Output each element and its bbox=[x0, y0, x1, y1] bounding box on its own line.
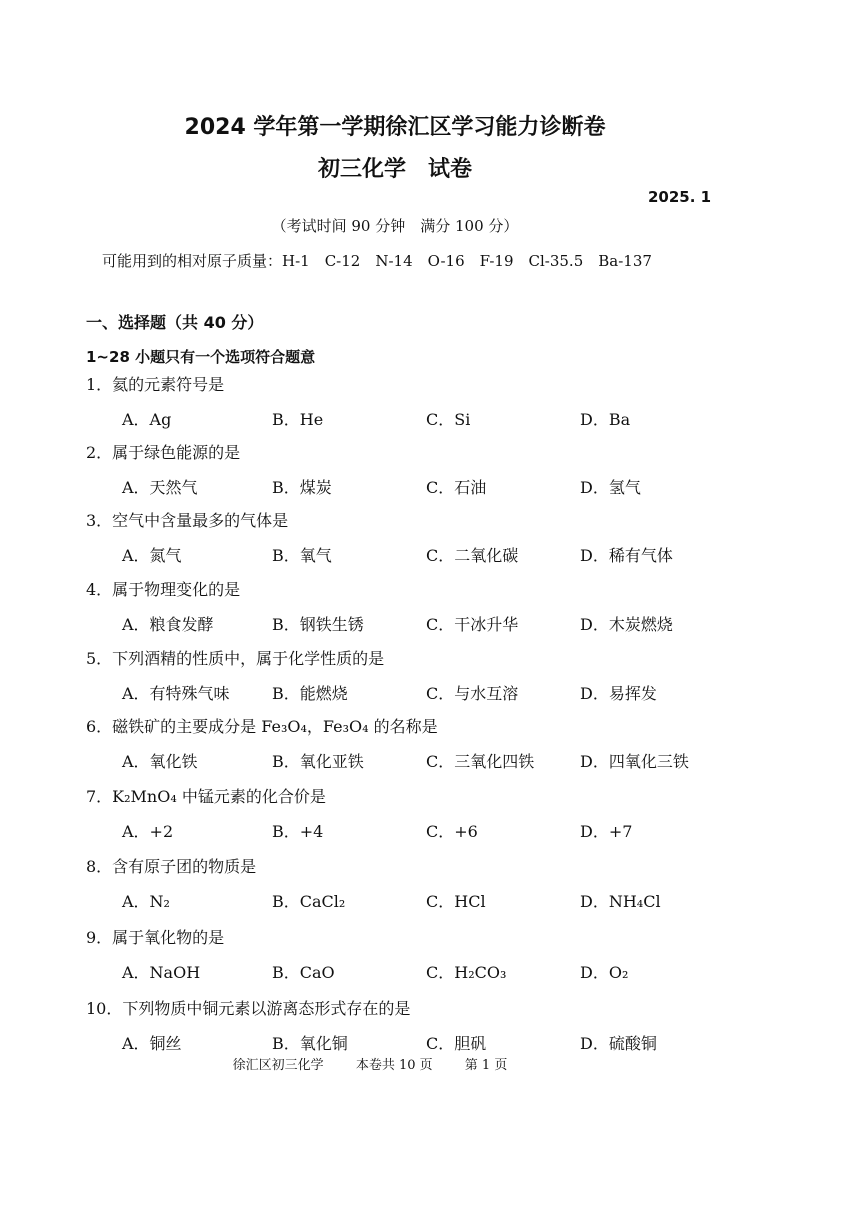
question-option: B．氧气 bbox=[272, 546, 332, 565]
exam-date: 2025. 1 bbox=[648, 188, 712, 206]
question-option: D．稀有气体 bbox=[580, 546, 673, 565]
question-option: B．氧化亚铁 bbox=[272, 752, 364, 771]
question-option: A．天然气 bbox=[122, 478, 198, 497]
question-option: D．+7 bbox=[580, 822, 633, 841]
question-option: B．CaCl₂ bbox=[272, 892, 346, 911]
question-option: A．粮食发酵 bbox=[122, 615, 214, 634]
question-option: B．+4 bbox=[272, 822, 324, 841]
page-footer bbox=[0, 1054, 740, 1073]
question-option: A．NaOH bbox=[122, 963, 201, 982]
question-option: A．有特殊气味 bbox=[122, 684, 230, 703]
question-stem: 7．K₂MnO₄ 中锰元素的化合价是 bbox=[86, 787, 326, 806]
question-option: C．H₂CO₃ bbox=[426, 963, 507, 982]
question-option: C．+6 bbox=[426, 822, 478, 841]
question-option: C．干冰升华 bbox=[426, 615, 519, 634]
question-option: C．石油 bbox=[426, 478, 487, 497]
question-option: D．NH₄Cl bbox=[580, 892, 661, 911]
question-stem: 6．磁铁矿的主要成分是 Fe₃O₄，Fe₃O₄ 的名称是 bbox=[86, 717, 438, 736]
question-option: D．O₂ bbox=[580, 963, 629, 982]
question-option: D．硫酸铜 bbox=[580, 1034, 657, 1053]
question-stem: 9．属于氧化物的是 bbox=[86, 928, 225, 947]
question-option: D．木炭燃烧 bbox=[580, 615, 673, 634]
question-option: A．N₂ bbox=[122, 892, 170, 911]
question-stem: 2．属于绿色能源的是 bbox=[86, 443, 241, 462]
question-option: C．三氧化四铁 bbox=[426, 752, 535, 771]
question-option: B．CaO bbox=[272, 963, 335, 982]
question-option: A．氮气 bbox=[122, 546, 182, 565]
question-option: C．Si bbox=[426, 410, 471, 429]
question-option: D．四氧化三铁 bbox=[580, 752, 689, 771]
question-stem: 4．属于物理变化的是 bbox=[86, 580, 241, 599]
footer-district: 徐汇区初三化学 bbox=[232, 1058, 324, 1073]
question-stem: 8．含有原子团的物质是 bbox=[86, 857, 257, 876]
question-option: B．煤炭 bbox=[272, 478, 332, 497]
exam-title: 2024 学年第一学期徐汇区学习能力诊断卷 bbox=[184, 115, 606, 140]
section-instruction: 1~28 小题只有一个选项符合题意 bbox=[86, 348, 316, 366]
question-option: D．氢气 bbox=[580, 478, 641, 497]
footer-page-number: 第 1 页 bbox=[464, 1058, 508, 1073]
atomic-masses: 可能用到的相对原子质量：H-1 C-12 N-14 O-16 F-19 Cl-35.5 Ba-137 bbox=[102, 252, 652, 270]
footer-page-count: 本卷共 10 页 bbox=[355, 1058, 433, 1073]
question-option: B．能燃烧 bbox=[272, 684, 348, 703]
question-option: C．二氧化碳 bbox=[426, 546, 519, 565]
question-option: B．氧化铜 bbox=[272, 1034, 348, 1053]
question-option: C．HCl bbox=[426, 892, 486, 911]
question-option: D．Ba bbox=[580, 410, 631, 429]
exam-info: （考试时间 90 分钟 满分 100 分） bbox=[271, 217, 519, 235]
exam-subtitle: 初三化学 试卷 bbox=[317, 157, 472, 182]
question-option: D．易挥发 bbox=[580, 684, 657, 703]
question-option: B．钢铁生锈 bbox=[272, 615, 364, 634]
question-stem: 3．空气中含量最多的气体是 bbox=[86, 511, 289, 530]
question-option: A．铜丝 bbox=[122, 1034, 182, 1053]
question-option: B．He bbox=[272, 410, 324, 429]
question-option: A．Ag bbox=[122, 410, 172, 429]
question-stem: 10．下列物质中铜元素以游离态形式存在的是 bbox=[86, 999, 411, 1018]
question-option: A．+2 bbox=[122, 822, 174, 841]
question-option: A．氧化铁 bbox=[122, 752, 198, 771]
question-stem: 1．氦的元素符号是 bbox=[86, 375, 225, 394]
question-option: C．与水互溶 bbox=[426, 684, 519, 703]
section-title: 一、选择题（共 40 分） bbox=[86, 313, 264, 332]
question-option: C．胆矾 bbox=[426, 1034, 487, 1053]
question-stem: 5．下列酒精的性质中，属于化学性质的是 bbox=[86, 649, 385, 668]
